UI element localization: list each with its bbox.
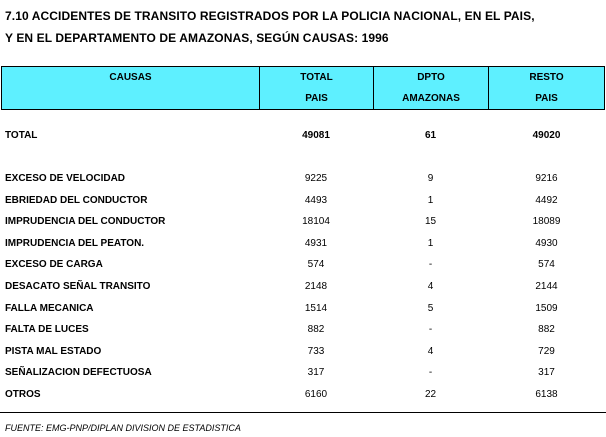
total-pais-cell: 6160 <box>304 389 328 400</box>
total-pais-cell: 882 <box>307 324 325 335</box>
table-header <box>1 66 605 110</box>
cause-label: EXCESO DE CARGA <box>5 259 103 270</box>
header-causas: CAUSAS <box>109 72 152 83</box>
resto-pais-cell: 9216 <box>535 173 558 184</box>
cause-label: OTROS <box>5 389 41 400</box>
cause-label: DESACATO SEÑAL TRANSITO <box>5 281 151 292</box>
resto-pais-cell: 4930 <box>535 238 558 249</box>
dpto-amazonas-cell: 5 <box>427 303 434 314</box>
resto-pais-cell: 2144 <box>535 281 558 292</box>
resto-pais-cell: 317 <box>538 367 555 378</box>
cause-label: EBRIEDAD DEL CONDUCTOR <box>5 195 148 206</box>
source-note: FUENTE: EMG-PNP/DIPLAN DIVISION DE ESTADISTICA <box>5 423 241 433</box>
resto-pais-cell: 574 <box>538 259 555 270</box>
dpto-amazonas-cell: 22 <box>424 389 437 400</box>
table-row <box>0 301 606 317</box>
total-pais-cell: 4931 <box>304 238 328 249</box>
cause-label: FALTA DE LUCES <box>5 324 89 335</box>
table-title-line-2: Y EN EL DEPARTAMENTO DE AMAZONAS, SEGÚN CAUSAS: 1996 <box>5 31 389 45</box>
dpto-amazonas-cell: - <box>428 324 433 335</box>
resto-pais-cell: 18089 <box>532 216 561 227</box>
total-amazonas-value: 61 <box>424 130 437 141</box>
total-pais-cell: 574 <box>307 259 325 270</box>
table-row <box>0 279 606 295</box>
total-pais-value: 49081 <box>302 130 330 141</box>
total-label: TOTAL <box>5 130 38 141</box>
total-pais-cell: 4493 <box>304 195 328 206</box>
cause-label: IMPRUDENCIA DEL PEATON. <box>5 238 145 249</box>
resto-pais-cell: 729 <box>538 346 555 357</box>
total-pais-cell: 2148 <box>304 281 328 292</box>
dpto-amazonas-cell: 1 <box>427 238 434 249</box>
cause-label: EXCESO DE VELOCIDAD <box>5 173 126 184</box>
cause-label: SEÑALIZACION DEFECTUOSA <box>5 367 152 378</box>
dpto-amazonas-cell: 15 <box>424 216 437 227</box>
table-row <box>0 257 606 273</box>
cause-label: FALLA MECANICA <box>5 303 94 314</box>
dpto-amazonas-cell: 4 <box>427 346 434 357</box>
dpto-amazonas-cell: - <box>428 259 433 270</box>
dpto-amazonas-cell: 9 <box>427 173 434 184</box>
table-row <box>0 344 606 360</box>
cause-label: PISTA MAL ESTADO <box>5 346 102 357</box>
resto-pais-cell: 6138 <box>535 389 558 400</box>
header-dpto-amazonas: DPTO AMAZONAS <box>402 72 460 104</box>
table-bottom-rule <box>0 412 606 413</box>
table-row <box>0 171 606 187</box>
table-row <box>0 365 606 381</box>
dpto-amazonas-cell: 1 <box>427 195 434 206</box>
table-row <box>0 322 606 338</box>
table-row <box>0 236 606 252</box>
resto-pais-cell: 1509 <box>535 303 558 314</box>
total-pais-cell: 733 <box>307 346 325 357</box>
total-pais-cell: 9225 <box>304 173 328 184</box>
total-row <box>0 128 606 144</box>
total-pais-cell: 317 <box>307 367 325 378</box>
header-resto-pais: RESTO PAIS <box>529 72 564 104</box>
dpto-amazonas-cell: 4 <box>427 281 434 292</box>
total-resto-value: 49020 <box>532 130 561 141</box>
table-row <box>0 387 606 403</box>
cause-label: IMPRUDENCIA DEL CONDUCTOR <box>5 216 166 227</box>
table-row <box>0 214 606 230</box>
resto-pais-cell: 4492 <box>535 195 558 206</box>
total-pais-cell: 1514 <box>304 303 328 314</box>
dpto-amazonas-cell: - <box>428 367 433 378</box>
table-row <box>0 193 606 209</box>
header-total-pais: TOTAL PAIS <box>300 72 333 104</box>
table-title-line-1: 7.10 ACCIDENTES DE TRANSITO REGISTRADOS POR LA POLICIA NACIONAL, EN EL PAIS, <box>5 9 535 23</box>
resto-pais-cell: 882 <box>538 324 555 335</box>
total-pais-cell: 18104 <box>302 216 330 227</box>
